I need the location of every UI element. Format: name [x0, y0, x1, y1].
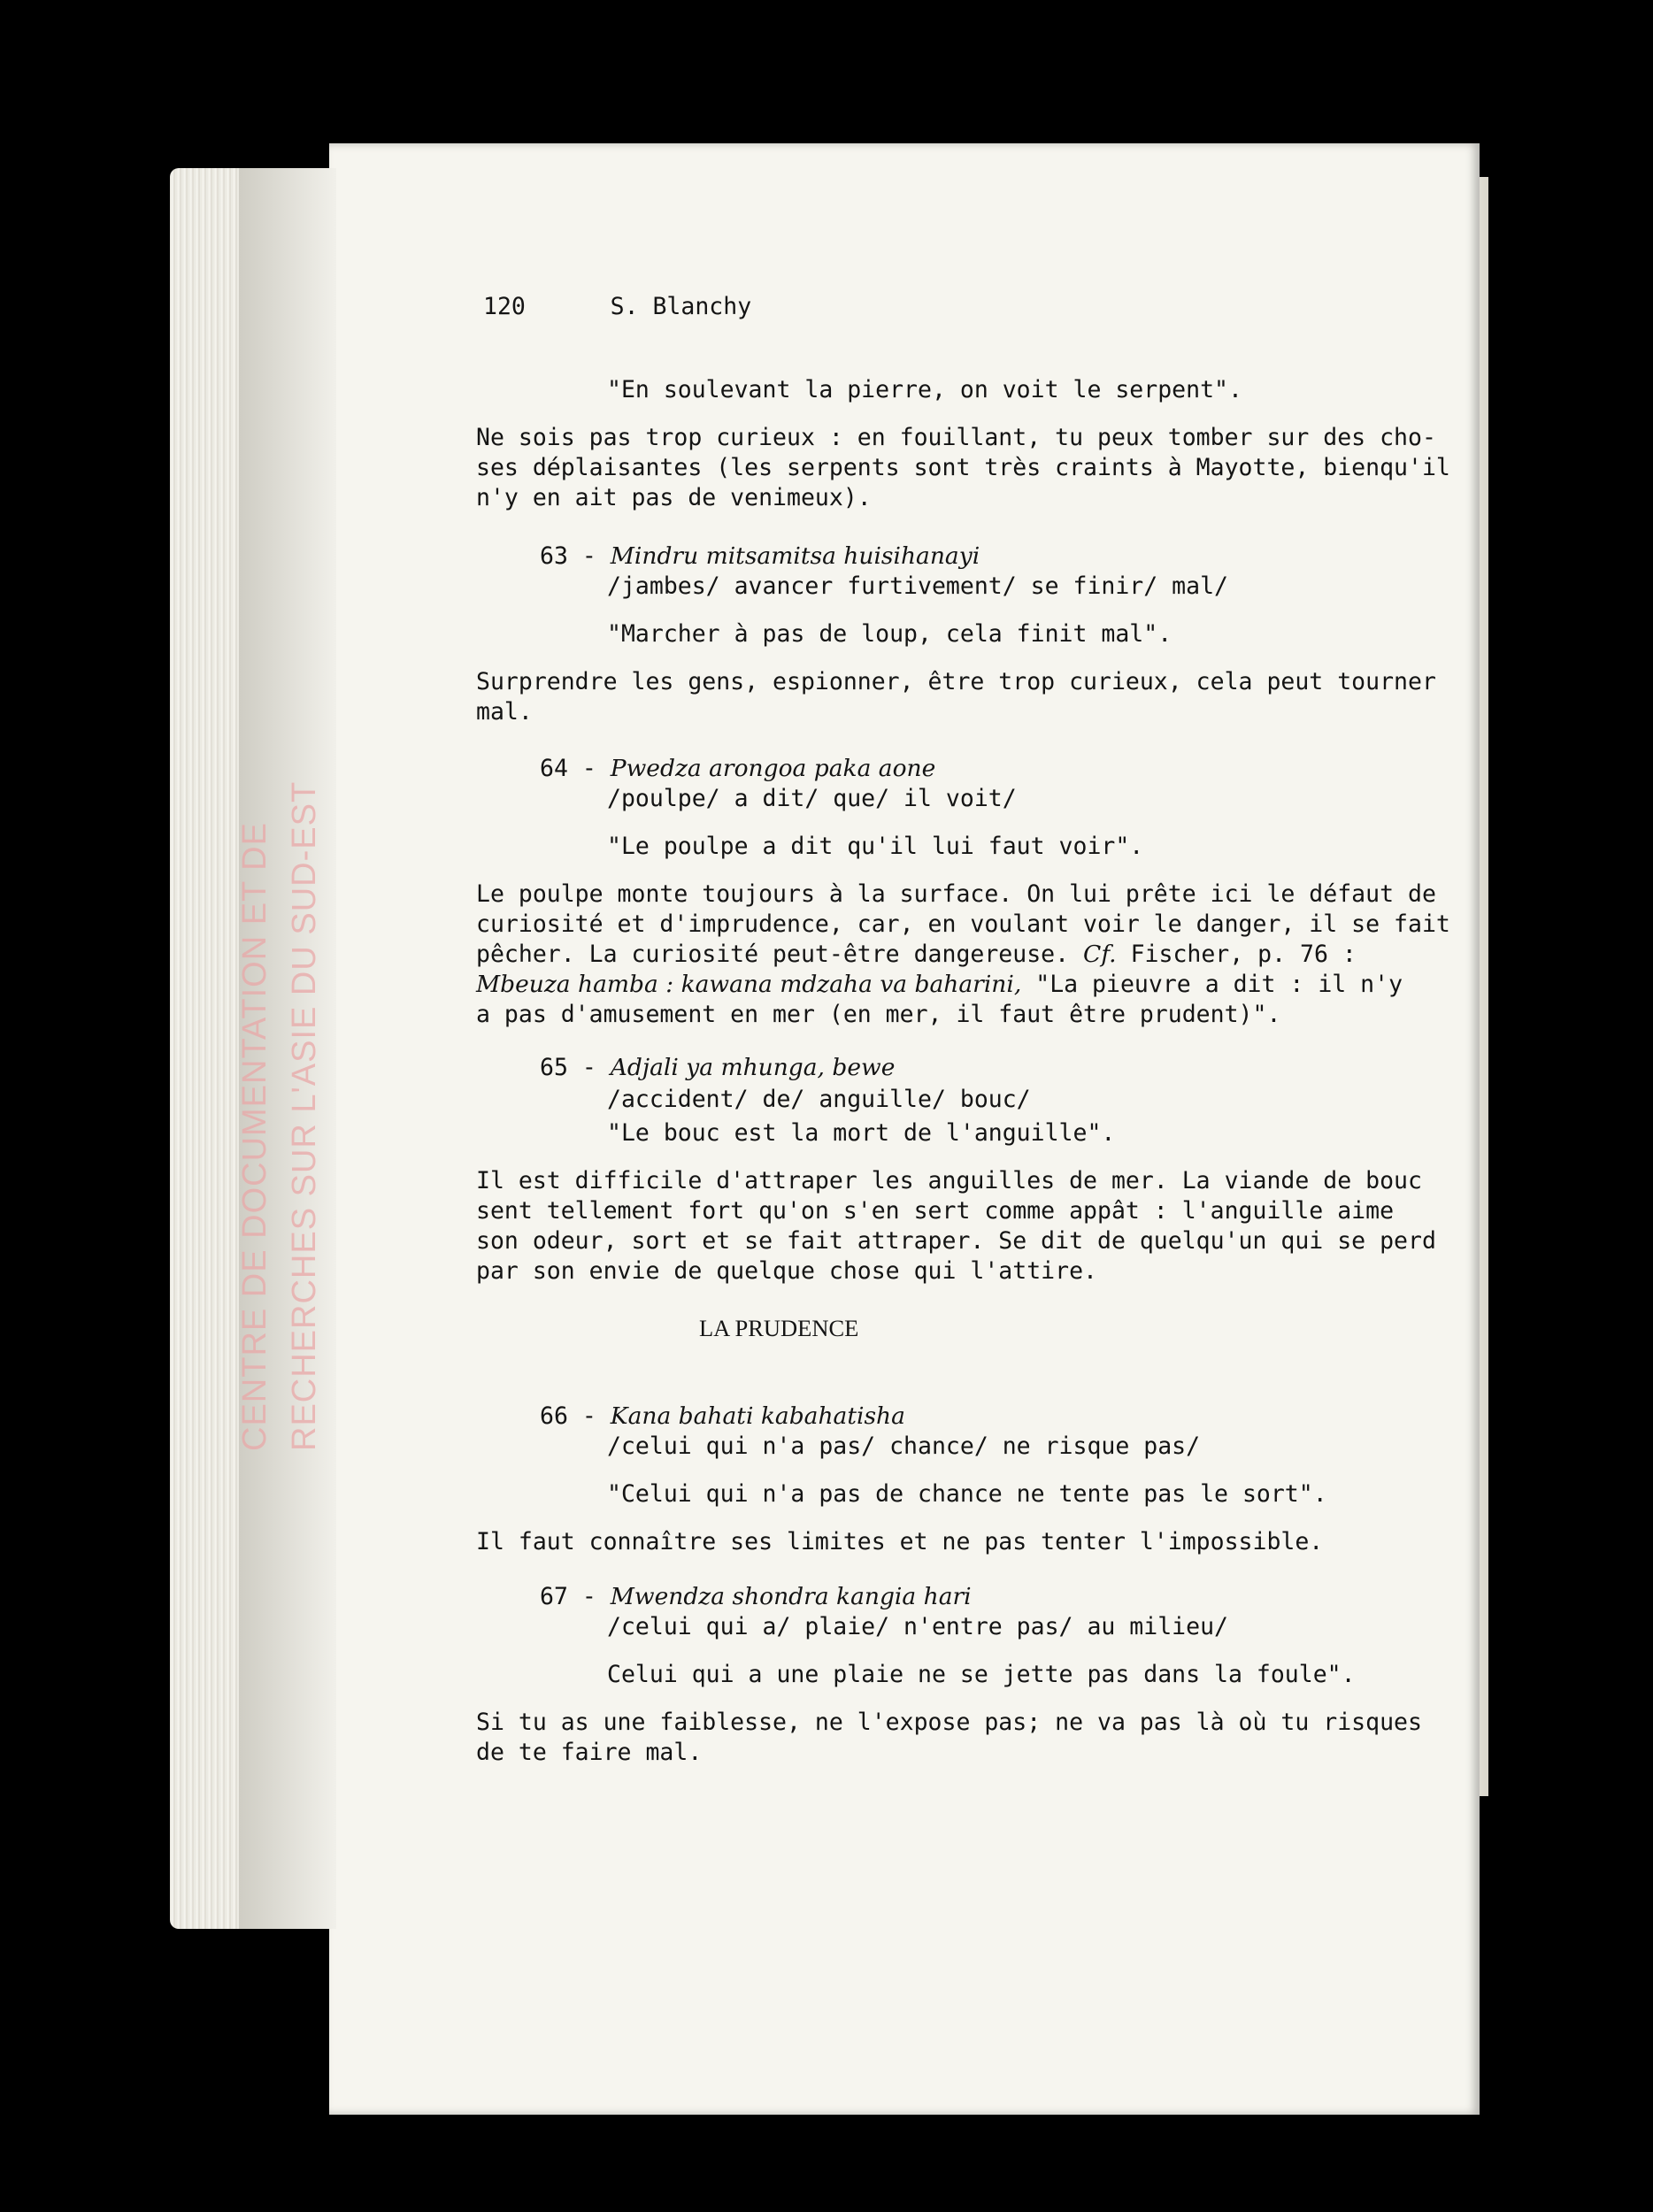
commentary-64-line-3a: pêcher. La curiosité peut-être dangereuse. — [476, 941, 1084, 968]
commentary-64-line-5: a pas d'amusement en mer (en mer, il faut être prudent)". — [476, 1001, 1281, 1028]
commentary-63-line-2: mal. — [476, 698, 533, 726]
commentary-62-line-2: ses déplaisantes (les serpents sont très craints à Mayotte, bienqu'il — [476, 454, 1450, 481]
running-header — [483, 292, 751, 322]
commentary-64-line-1: Le poulpe monte toujours à la surface. On lui prête ici le défaut de — [476, 880, 1436, 908]
proverb-66-gloss: /celui qui n'a pas/ chance/ ne risque pas/ — [607, 1432, 1201, 1460]
proverb-63-translation: "Marcher à pas de loup, cela finit mal". — [607, 620, 1172, 648]
commentary-67-line-1: Si tu as une faiblesse, ne l'expose pas; ne va pas là où tu risques — [476, 1709, 1422, 1736]
proverb-67-number: 67 - — [540, 1583, 611, 1610]
proverb-66-number: 66 - — [540, 1402, 611, 1430]
proverb-65-title: Adjali ya mhunga, bewe — [610, 1054, 896, 1081]
proverb-67-gloss: /celui qui a/ plaie/ n'entre pas/ au milieu/ — [607, 1613, 1228, 1640]
proverb-64-translation: "Le poulpe a dit qu'il lui faut voir". — [607, 833, 1144, 860]
proverb-65-number: 65 - — [540, 1054, 611, 1081]
proverb-66-translation: "Celui qui n'a pas de chance ne tente pas le sort". — [607, 1480, 1327, 1508]
proverb-63-gloss: /jambes/ avancer furtivement/ se finir/ mal/ — [607, 572, 1228, 600]
proverb-67-heading — [540, 1582, 972, 1612]
author-name: S. Blanchy — [610, 293, 752, 320]
commentary-64-line-2: curiosité et d'imprudence, car, en voulant voir le danger, il se fait — [476, 910, 1450, 938]
commentary-65-line-4: par son envie de quelque chose qui l'attire. — [476, 1257, 1097, 1285]
proverb-66-heading — [540, 1402, 905, 1432]
proverb-67-title: Mwendza shondra kangia hari — [610, 1583, 972, 1610]
library-stamp — [230, 781, 329, 1451]
commentary-62-line-1: Ne sois pas trop curieux : en fouillant, tu peux tomber sur des cho- — [476, 424, 1436, 451]
proverb-64-title: Pwedza arongoa paka aone — [610, 755, 936, 782]
commentary-64-cf: Cf. — [1083, 941, 1117, 968]
stamp-line-1: CENTRE DE DOCUMENTATION ET DE — [236, 822, 273, 1451]
proverb-65-heading — [540, 1053, 895, 1083]
commentary-64-citation: Mbeuza hamba : kawana mdzaha va baharini, — [476, 971, 1022, 998]
proverb-63-number: 63 - — [540, 542, 611, 570]
commentary-67-line-2: de te faire mal. — [476, 1739, 703, 1766]
proverb-63-heading — [540, 541, 980, 572]
commentary-65-line-2: sent tellement fort qu'on s'en sert comme appât : l'anguille aime — [476, 1197, 1395, 1225]
proverb-64-number: 64 - — [540, 755, 611, 782]
proverb-67-translation: Celui qui a une plaie ne se jette pas dans la foule". — [607, 1661, 1356, 1688]
proverb-62-translation: "En soulevant la pierre, on voit le serpent". — [607, 376, 1242, 403]
section-heading: LA PRUDENCE — [699, 1315, 859, 1341]
commentary-64-line-3c: Fischer, p. 76 : — [1116, 941, 1357, 968]
proverb-63-title: Mindru mitsamitsa huisihanayi — [610, 542, 980, 570]
page-number: 120 — [483, 293, 526, 320]
commentary-64-line-3 — [476, 940, 1357, 970]
proverb-64-gloss: /poulpe/ a dit/ que/ il voit/ — [607, 785, 1017, 812]
stamp-line-2: RECHERCHES SUR L'ASIE DU SUD-EST — [286, 780, 323, 1451]
commentary-64-line-4 — [476, 970, 1403, 1000]
proverb-65-gloss: /accident/ de/ anguille/ bouc/ — [607, 1086, 1031, 1113]
commentary-63-line-1: Surprendre les gens, espionner, être trop curieux, cela peut tourner — [476, 668, 1436, 695]
commentary-65-line-1: Il est difficile d'attraper les anguilles de mer. La viande de bouc — [476, 1167, 1422, 1194]
commentary-64-line-4b: "La pieuvre a dit : il n'y — [1021, 971, 1403, 998]
proverb-64-heading — [540, 754, 935, 784]
commentary-65-line-3: son odeur, sort et se fait attraper. Se dit de quelqu'un qui se perd — [476, 1227, 1436, 1255]
proverb-66-title: Kana bahati kabahatisha — [610, 1402, 905, 1430]
page-text — [476, 292, 1467, 1766]
commentary-62-line-3: n'y en ait pas de venimeux). — [476, 484, 872, 511]
commentary-66-line-1: Il faut connaître ses limites et ne pas tenter l'impossible. — [476, 1528, 1324, 1555]
proverb-65-translation: "Le bouc est la mort de l'anguille". — [607, 1119, 1116, 1147]
